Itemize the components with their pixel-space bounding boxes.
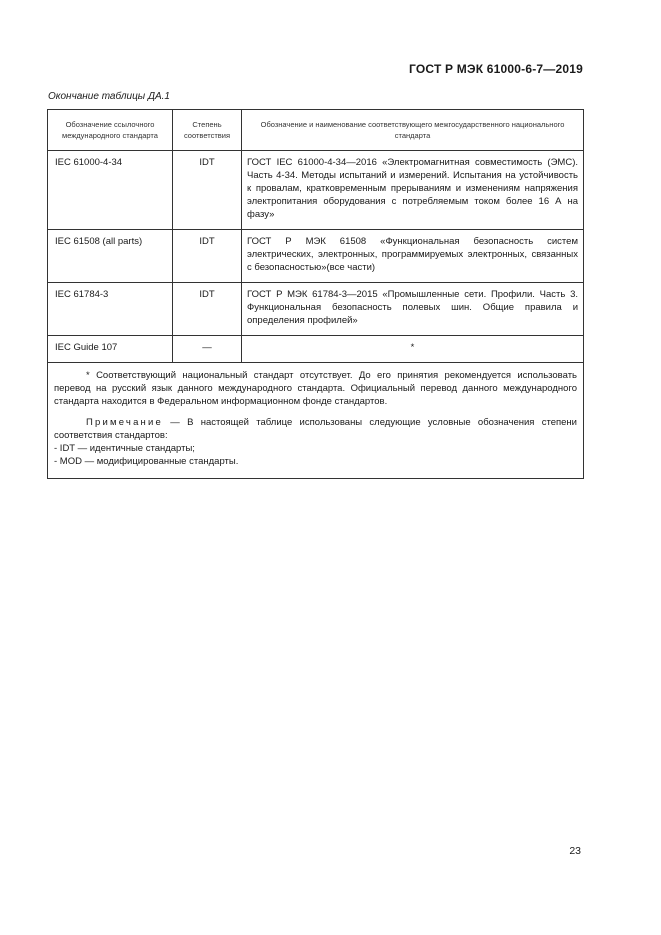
table-row — [48, 151, 584, 230]
table-row — [48, 230, 584, 283]
degree-cell: IDT — [173, 283, 242, 336]
note-item-idt: - IDT — идентичные стандарты; — [54, 443, 195, 454]
note-label: Примечание — [86, 417, 163, 428]
table-notes-row — [48, 363, 584, 479]
reference-standard-cell: IEC 61784-3 — [48, 283, 173, 336]
header-degree: Степень соответствия — [173, 110, 242, 151]
degree-cell: — — [173, 336, 242, 363]
page-number: 23 — [569, 845, 581, 857]
footnote: * Соответствующий национальный стандарт отсутствует. До его принятия рекомендуется использовать перевод на русский язык данного международного стандарта. Официальный перевод данного международного стандарта находится в Федеральном информационном фонде стандартов. — [54, 370, 577, 407]
degree-cell: IDT — [173, 230, 242, 283]
reference-standard-cell: IEC Guide 107 — [48, 336, 173, 363]
table-notes — [48, 363, 584, 479]
note-text: — В настоящей таблице использованы следующие условные обозначения степени соответствия стандартов: — [54, 417, 577, 441]
table-row — [48, 283, 584, 336]
correspondence-table — [47, 109, 584, 479]
national-standard-cell: * — [242, 336, 584, 363]
header-national-standard: Обозначение и наименование соответствующего межгосударственного национального стандарта — [242, 110, 584, 151]
header-reference-standard: Обозначение ссылочного международного стандарта — [48, 110, 173, 151]
national-standard-cell: ГОСТ Р МЭК 61508 «Функциональная безопасность систем электрических, электронных, программируемых электронных, связанных с безопасностью»(все части) — [242, 230, 584, 283]
national-standard-cell: ГОСТ IEC 61000-4-34—2016 «Электромагнитная совместимость (ЭМС). Часть 4-34. Методы испытаний и измерений. Испытания на устойчивость к провалам, кратковременным прерываниям и изменениям напряжения электропитания оборудования с потребляемым током более 16 А на фазу» — [242, 151, 584, 230]
document-code: ГОСТ Р МЭК 61000-6-7—2019 — [409, 62, 583, 76]
table-header-row — [48, 110, 584, 151]
table-row — [48, 336, 584, 363]
reference-standard-cell: IEC 61508 (all parts) — [48, 230, 173, 283]
national-standard-cell: ГОСТ Р МЭК 61784-3—2015 «Промышленные сети. Профили. Часть 3. Функциональная безопасность полевых шин. Общие правила и определения профилей» — [242, 283, 584, 336]
note — [54, 416, 577, 442]
reference-standard-cell: IEC 61000-4-34 — [48, 151, 173, 230]
degree-cell: IDT — [173, 151, 242, 230]
table-caption: Окончание таблицы ДА.1 — [48, 91, 170, 102]
note-item-mod: - MOD — модифицированные стандарты. — [54, 456, 239, 467]
